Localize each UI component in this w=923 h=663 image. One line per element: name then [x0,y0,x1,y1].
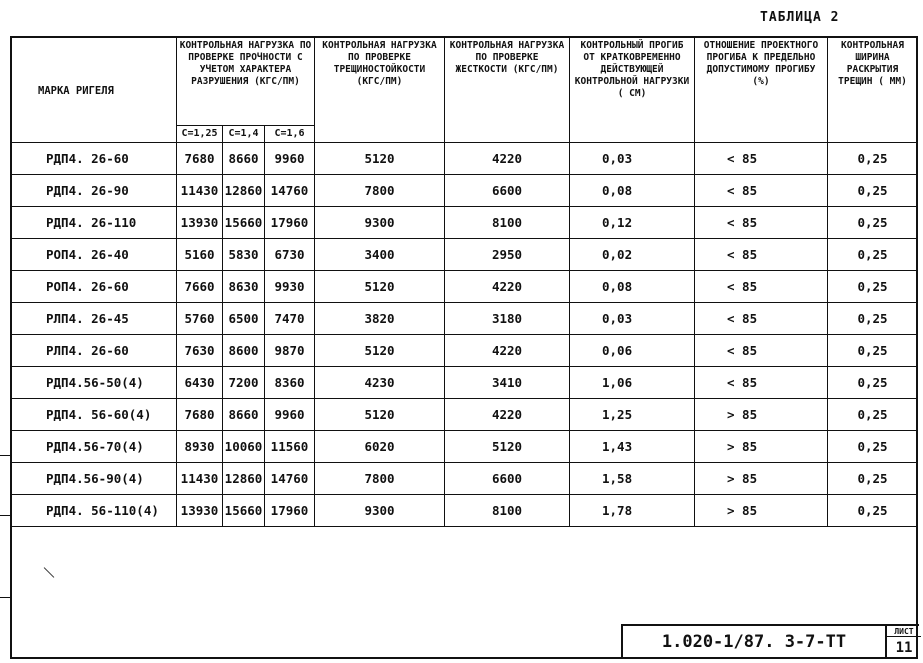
header-stiffness: КОНТРОЛЬНАЯ НАГРУЗКА ПО ПРОВЕРКЕ ЖЕСТКОСТИ (КГС/ПМ) [445,38,570,143]
cell-stiffness-load: 8100 [445,495,570,527]
cell-deflection: 1,25 [570,399,695,431]
cell-load-c16: 9960 [265,399,315,431]
header-ratio: ОТНОШЕНИЕ ПРОЕКТНОГО ПРОГИБА К ПРЕДЕЛЬНО ДОПУСТИМОМУ ПРОГИБУ (%) [695,38,828,143]
cell-deflection: 0,03 [570,303,695,335]
cell-load-c125: 7660 [177,271,223,303]
cell-load-c125: 7680 [177,399,223,431]
sheet-number: 11 [895,640,913,656]
cell-load-c125: 11430 [177,463,223,495]
cell-crack-width: 0,25 [828,495,918,527]
cell-ratio: < 85 [695,207,828,239]
sheet-box [885,626,921,659]
cell-mark: РОП4. 26-60 [12,271,177,303]
cell-crack-width: 0,25 [828,399,918,431]
cell-crack-width: 0,25 [828,335,918,367]
cell-load-c125: 6430 [177,367,223,399]
cell-load-c16: 6730 [265,239,315,271]
cell-stiffness-load: 6600 [445,463,570,495]
cell-deflection: 0,08 [570,175,695,207]
table-body [12,143,918,527]
header-mark: МАРКА РИГЕЛЯ [12,38,177,143]
cell-load-c14: 15660 [223,495,265,527]
cell-crack-load: 4230 [315,367,445,399]
cell-load-c14: 8660 [223,143,265,175]
table-row [12,399,918,431]
cell-crack-width: 0,25 [828,207,918,239]
cell-crack-load: 5120 [315,399,445,431]
cell-crack-load: 6020 [315,431,445,463]
cell-mark: РДП4. 56-60(4) [12,399,177,431]
load-table [11,37,918,527]
cell-load-c14: 12860 [223,463,265,495]
cell-load-c16: 17960 [265,207,315,239]
subheader-c16: С=1,6 [265,126,315,143]
cell-stiffness-load: 4220 [445,271,570,303]
cell-load-c16: 9930 [265,271,315,303]
cell-load-c14: 10060 [223,431,265,463]
cell-load-c16: 17960 [265,495,315,527]
stray-pen-mark [44,567,55,578]
cell-ratio: < 85 [695,143,828,175]
cell-load-c16: 8360 [265,367,315,399]
cell-stiffness-load: 4220 [445,143,570,175]
header-crack-width: КОНТРОЛЬНАЯ ШИРИНА РАСКРЫТИЯ ТРЕЩИН ( ММ) [828,38,918,143]
cell-load-c14: 12860 [223,175,265,207]
cell-mark: РЛП4. 26-60 [12,335,177,367]
cell-crack-width: 0,25 [828,143,918,175]
cell-ratio: < 85 [695,335,828,367]
cell-load-c125: 8930 [177,431,223,463]
table-row [12,239,918,271]
cell-load-c16: 9870 [265,335,315,367]
cell-stiffness-load: 6600 [445,175,570,207]
cell-ratio: > 85 [695,495,828,527]
subheader-c125: С=1,25 [177,126,223,143]
cell-stiffness-load: 4220 [445,399,570,431]
cell-deflection: 1,58 [570,463,695,495]
cell-ratio: > 85 [695,399,828,431]
table-row [12,335,918,367]
cell-ratio: > 85 [695,463,828,495]
cell-crack-load: 5120 [315,335,445,367]
cell-mark: РОП4. 26-40 [12,239,177,271]
table-row [12,143,918,175]
cell-load-c16: 7470 [265,303,315,335]
table-row [12,367,918,399]
table-row [12,175,918,207]
cell-load-c125: 7680 [177,143,223,175]
cell-mark: РДП4.56-50(4) [12,367,177,399]
cell-load-c14: 6500 [223,303,265,335]
cell-stiffness-load: 5120 [445,431,570,463]
title-block-stamp [621,624,919,659]
cell-mark: РДП4. 26-60 [12,143,177,175]
cell-load-c125: 5160 [177,239,223,271]
cell-ratio: < 85 [695,175,828,207]
cell-crack-width: 0,25 [828,431,918,463]
sheet-label: ЛИСТ [887,627,921,637]
cell-mark: РДП4. 26-90 [12,175,177,207]
cell-mark: РЛП4. 26-45 [12,303,177,335]
cell-mark: РДП4. 56-110(4) [12,495,177,527]
table-row [12,495,918,527]
cell-load-c14: 5830 [223,239,265,271]
cell-load-c16: 11560 [265,431,315,463]
cell-ratio: < 85 [695,367,828,399]
cell-load-c14: 8630 [223,271,265,303]
table-row [12,303,918,335]
cell-deflection: 1,06 [570,367,695,399]
table-title: ТАБЛИЦА 2 [760,10,840,25]
cell-ratio: > 85 [695,431,828,463]
cell-load-c125: 13930 [177,207,223,239]
margin-tick [0,515,10,516]
header-deflection: КОНТРОЛЬНЫЙ ПРОГИБ ОТ КРАТКОВРЕМЕННО ДЕЙСТВУЮЩЕЙ КОНТРОЛЬНОЙ НАГРУЗКИ ( СМ) [570,38,695,143]
cell-load-c16: 14760 [265,463,315,495]
cell-crack-width: 0,25 [828,239,918,271]
cell-load-c14: 8600 [223,335,265,367]
cell-ratio: < 85 [695,271,828,303]
cell-crack-load: 9300 [315,495,445,527]
cell-load-c125: 11430 [177,175,223,207]
cell-load-c16: 9960 [265,143,315,175]
cell-deflection: 1,78 [570,495,695,527]
cell-mark: РДП4. 26-110 [12,207,177,239]
cell-crack-load: 5120 [315,271,445,303]
cell-crack-width: 0,25 [828,367,918,399]
cell-crack-load: 7800 [315,463,445,495]
cell-crack-load: 3820 [315,303,445,335]
cell-deflection: 1,43 [570,431,695,463]
table-row [12,271,918,303]
cell-load-c14: 7200 [223,367,265,399]
cell-crack-width: 0,25 [828,271,918,303]
cell-stiffness-load: 4220 [445,335,570,367]
table-row [12,431,918,463]
cell-deflection: 0,02 [570,239,695,271]
table-row [12,463,918,495]
header-strength: КОНТРОЛЬНАЯ НАГРУЗКА ПО ПРОВЕРКЕ ПРОЧНОСТИ С УЧЕТОМ ХАРАКТЕРА РАЗРУШЕНИЯ (КГС/ПМ) [177,38,315,126]
cell-load-c14: 8660 [223,399,265,431]
cell-stiffness-load: 3410 [445,367,570,399]
cell-deflection: 0,06 [570,335,695,367]
cell-ratio: < 85 [695,303,828,335]
document-code: 1.020-1/87. 3-7-ТТ [661,632,847,652]
cell-ratio: < 85 [695,239,828,271]
cell-load-c14: 15660 [223,207,265,239]
cell-load-c125: 5760 [177,303,223,335]
margin-tick [0,455,10,456]
cell-crack-width: 0,25 [828,303,918,335]
cell-mark: РДП4.56-70(4) [12,431,177,463]
cell-mark: РДП4.56-90(4) [12,463,177,495]
cell-crack-width: 0,25 [828,463,918,495]
cell-stiffness-load: 8100 [445,207,570,239]
cell-deflection: 0,12 [570,207,695,239]
margin-tick [0,597,10,598]
subheader-c14: С=1,4 [223,126,265,143]
cell-deflection: 0,03 [570,143,695,175]
table-row [12,207,918,239]
cell-crack-load: 5120 [315,143,445,175]
cell-stiffness-load: 2950 [445,239,570,271]
cell-load-c16: 14760 [265,175,315,207]
cell-crack-width: 0,25 [828,175,918,207]
cell-stiffness-load: 3180 [445,303,570,335]
cell-crack-load: 3400 [315,239,445,271]
cell-crack-load: 7800 [315,175,445,207]
header-crack-resistance: КОНТРОЛЬНАЯ НАГРУЗКА ПО ПРОВЕРКЕ ТРЕЩИНОСТОЙКОСТИ (КГС/ПМ) [315,38,445,143]
cell-load-c125: 7630 [177,335,223,367]
cell-crack-load: 9300 [315,207,445,239]
cell-load-c125: 13930 [177,495,223,527]
cell-deflection: 0,08 [570,271,695,303]
